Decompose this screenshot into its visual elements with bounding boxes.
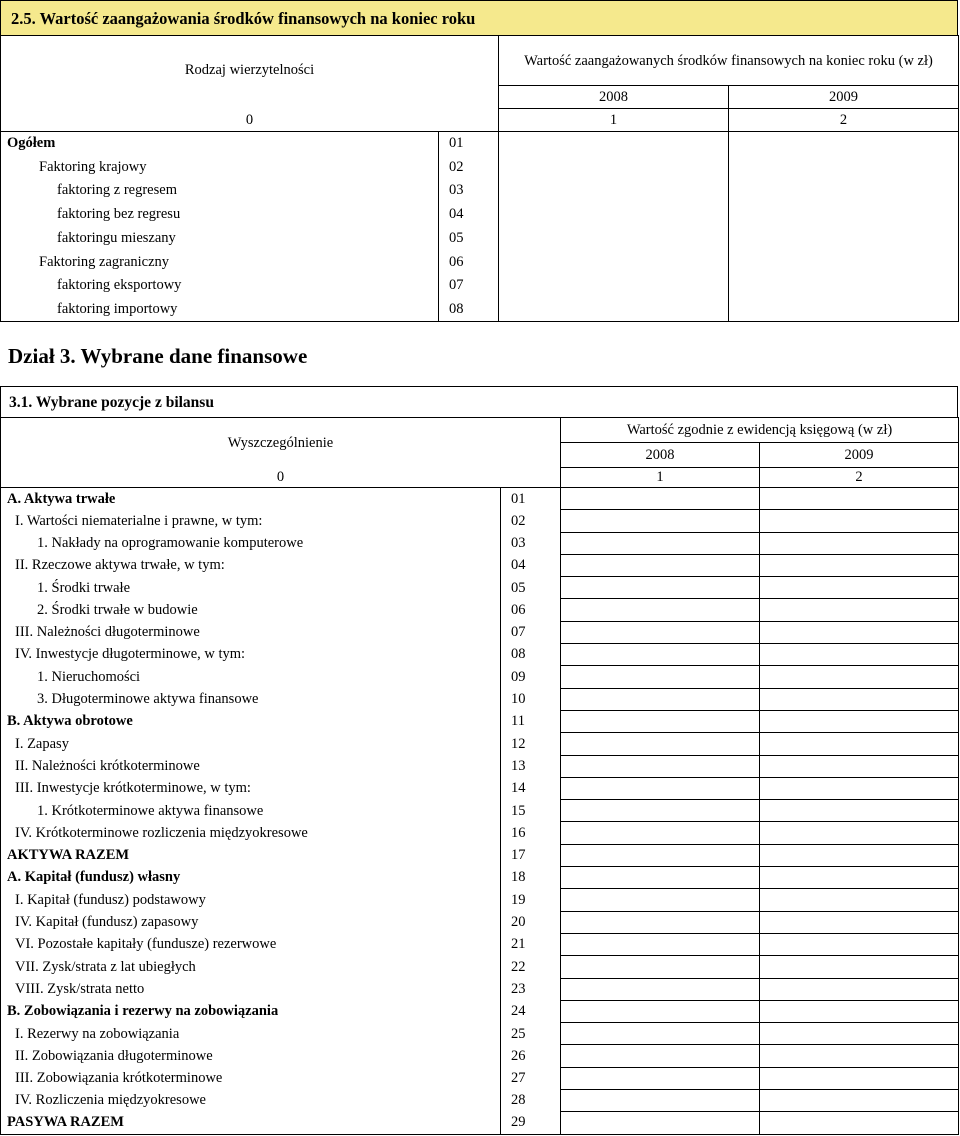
value-cell-2008[interactable]: [561, 510, 760, 532]
value-cell-2009[interactable]: [760, 554, 959, 576]
value-cell-2008[interactable]: [561, 1067, 760, 1089]
value-cell-2008[interactable]: [561, 777, 760, 799]
row-code: 13: [501, 755, 561, 777]
row-label: faktoring eksportowy: [1, 274, 439, 298]
row-label: faktoring bez regresu: [1, 203, 439, 227]
row-label: II. Zobowiązania długoterminowe: [1, 1045, 501, 1067]
table-row: [1, 800, 959, 822]
subsection-title: 3.1. Wybrane pozycje z bilansu: [9, 394, 214, 411]
row-label: AKTYWA RAZEM: [1, 844, 501, 866]
value-cell-2008[interactable]: [499, 250, 729, 274]
row-code: 10: [501, 688, 561, 710]
table-row: [1, 844, 959, 866]
value-cell-2008[interactable]: [561, 867, 760, 889]
table-row: [1, 226, 959, 250]
table-row: [1, 978, 959, 1000]
value-cell-2009[interactable]: [760, 867, 959, 889]
table-row: [1, 956, 959, 978]
row-label: IV. Kapitał (fundusz) zapasowy: [1, 911, 501, 933]
value-cell-2009[interactable]: [760, 1090, 959, 1112]
table-row: [1, 621, 959, 643]
value-cell-2009[interactable]: [760, 777, 959, 799]
table-row: [1, 532, 959, 554]
value-cell-2009[interactable]: [760, 666, 959, 688]
value-cell-2009[interactable]: [729, 226, 959, 250]
row-label: I. Kapitał (fundusz) podstawowy: [1, 889, 501, 911]
value-cell-2009[interactable]: [760, 577, 959, 599]
row-code: 08: [501, 644, 561, 666]
row-label: 1. Krótkoterminowe aktywa finansowe: [1, 800, 501, 822]
row-label: faktoring z regresem: [1, 179, 439, 203]
row-label: Faktoring krajowy: [1, 155, 439, 179]
row-code: 02: [501, 510, 561, 532]
column-header-left: Rodzaj wierzytelności: [1, 36, 499, 86]
row-code: 14: [501, 777, 561, 799]
row-code: 20: [501, 911, 561, 933]
value-cell-2008[interactable]: [561, 532, 760, 554]
row-label: IV. Rozliczenia międzyokresowe: [1, 1090, 501, 1112]
value-cell-2008[interactable]: [561, 933, 760, 955]
value-cell-2009[interactable]: [729, 297, 959, 321]
row-label: faktoring importowy: [1, 297, 439, 321]
row-label: 2. Środki trwałe w budowie: [1, 599, 501, 621]
value-cell-2008[interactable]: [561, 956, 760, 978]
year-header: 2008: [561, 443, 760, 468]
row-code: 12: [501, 733, 561, 755]
value-cell-2008[interactable]: [561, 644, 760, 666]
value-cell-2009[interactable]: [760, 532, 959, 554]
row-code: 24: [501, 1000, 561, 1022]
value-cell-2009[interactable]: [760, 510, 959, 532]
row-label: III. Zobowiązania krótkoterminowe: [1, 1067, 501, 1089]
row-label: I. Zapasy: [1, 733, 501, 755]
part-title: Dział 3. Wybrane dane finansowe: [8, 344, 308, 368]
row-code: 28: [501, 1090, 561, 1112]
value-cell-2008[interactable]: [561, 710, 760, 732]
row-code: 01: [439, 132, 499, 156]
value-cell-2008[interactable]: [561, 755, 760, 777]
value-cell-2009[interactable]: [760, 800, 959, 822]
row-label: IV. Inwestycje długoterminowe, w tym:: [1, 644, 501, 666]
row-code: 23: [501, 978, 561, 1000]
row-label: 1. Środki trwałe: [1, 577, 501, 599]
row-label: 1. Nieruchomości: [1, 666, 501, 688]
table-row: [1, 488, 959, 510]
table-row: [1, 274, 959, 298]
row-code: 07: [501, 621, 561, 643]
row-label: 3. Długoterminowe aktywa finansowe: [1, 688, 501, 710]
value-cell-2009[interactable]: [760, 911, 959, 933]
row-code: 27: [501, 1067, 561, 1089]
value-cell-2008[interactable]: [499, 203, 729, 227]
row-code: 04: [501, 554, 561, 576]
row-code: 05: [439, 226, 499, 250]
value-cell-2009[interactable]: [729, 250, 959, 274]
row-label: B. Zobowiązania i rezerwy na zobowiązania: [1, 1000, 501, 1022]
row-code: 06: [501, 599, 561, 621]
row-label: III. Inwestycje krótkoterminowe, w tym:: [1, 777, 501, 799]
table-row: [1, 297, 959, 321]
value-cell-2009[interactable]: [760, 1045, 959, 1067]
value-cell-2009[interactable]: [760, 889, 959, 911]
value-cell-2008[interactable]: [561, 1112, 760, 1134]
table-row: [1, 1112, 959, 1134]
value-cell-2009[interactable]: [760, 733, 959, 755]
column-number: 1: [499, 109, 729, 132]
row-code: 17: [501, 844, 561, 866]
row-label: faktoringu mieszany: [1, 226, 439, 250]
column-number: 0: [1, 468, 561, 488]
year-header: 2008: [499, 86, 729, 109]
table-row: [1, 510, 959, 532]
table-row: [1, 666, 959, 688]
value-cell-2008[interactable]: [561, 800, 760, 822]
table-row: [1, 733, 959, 755]
table-row: [1, 644, 959, 666]
row-label: Ogółem: [1, 132, 439, 156]
value-cell-2008[interactable]: [499, 179, 729, 203]
row-code: 19: [501, 889, 561, 911]
table-row: [1, 179, 959, 203]
row-label: B. Aktywa obrotowe: [1, 710, 501, 732]
table-row: [1, 755, 959, 777]
column-header-right: Wartość zgodnie z ewidencją księgową (w zł): [561, 418, 959, 443]
row-label: II. Należności krótkoterminowe: [1, 755, 501, 777]
value-cell-2009[interactable]: [760, 599, 959, 621]
value-cell-2009[interactable]: [760, 644, 959, 666]
section-title: 2.5. Wartość zaangażowania środków finansowych na koniec roku: [11, 9, 476, 28]
value-cell-2009[interactable]: [760, 710, 959, 732]
subsection-title-bar: [0, 386, 958, 418]
value-cell-2008[interactable]: [499, 226, 729, 250]
value-cell-2009[interactable]: [760, 1067, 959, 1089]
value-cell-2008[interactable]: [561, 1023, 760, 1045]
column-number: 0: [1, 109, 499, 132]
value-cell-2009[interactable]: [760, 688, 959, 710]
value-cell-2008[interactable]: [561, 1000, 760, 1022]
value-cell-2009[interactable]: [729, 155, 959, 179]
value-cell-2008[interactable]: [561, 554, 760, 576]
table-row: [1, 1090, 959, 1112]
table-row: [1, 777, 959, 799]
table-row: [1, 554, 959, 576]
year-header: 2009: [760, 443, 959, 468]
row-code: 03: [439, 179, 499, 203]
value-cell-2008[interactable]: [561, 488, 760, 510]
table-row: [1, 1000, 959, 1022]
table-row: [1, 1067, 959, 1089]
table-row: [1, 250, 959, 274]
table-row: [1, 867, 959, 889]
row-code: 09: [501, 666, 561, 688]
table-row: [1, 203, 959, 227]
value-cell-2008[interactable]: [561, 844, 760, 866]
value-cell-2009[interactable]: [760, 755, 959, 777]
value-cell-2009[interactable]: [729, 203, 959, 227]
value-cell-2009[interactable]: [729, 179, 959, 203]
table-row: [1, 1023, 959, 1045]
value-cell-2008[interactable]: [561, 688, 760, 710]
value-cell-2008[interactable]: [561, 599, 760, 621]
row-label: VII. Zysk/strata z lat ubiegłych: [1, 956, 501, 978]
row-label: A. Aktywa trwałe: [1, 488, 501, 510]
row-code: 05: [501, 577, 561, 599]
value-cell-2008[interactable]: [561, 978, 760, 1000]
row-label: A. Kapitał (fundusz) własny: [1, 867, 501, 889]
value-cell-2009[interactable]: [760, 621, 959, 643]
table-row: [1, 911, 959, 933]
balance-table: [0, 417, 959, 1135]
value-cell-2008[interactable]: [499, 297, 729, 321]
value-cell-2009[interactable]: [760, 1000, 959, 1022]
value-cell-2008[interactable]: [561, 1090, 760, 1112]
row-label: I. Wartości niematerialne i prawne, w tym:: [1, 510, 501, 532]
row-code: 02: [439, 155, 499, 179]
row-code: 06: [439, 250, 499, 274]
column-header-left: Wyszczególnienie: [1, 418, 561, 468]
value-cell-2008[interactable]: [561, 1045, 760, 1067]
value-cell-2009[interactable]: [760, 956, 959, 978]
row-code: 15: [501, 800, 561, 822]
value-cell-2009[interactable]: [760, 822, 959, 844]
row-label: I. Rezerwy na zobowiązania: [1, 1023, 501, 1045]
table-row: [1, 155, 959, 179]
row-label: IV. Krótkoterminowe rozliczenia międzyokresowe: [1, 822, 501, 844]
table-row: [1, 822, 959, 844]
row-code: 01: [501, 488, 561, 510]
value-cell-2008[interactable]: [561, 822, 760, 844]
value-cell-2009[interactable]: [760, 488, 959, 510]
column-number: 1: [561, 468, 760, 488]
value-cell-2009[interactable]: [760, 1112, 959, 1134]
table-row: [1, 688, 959, 710]
section-title-bar: [0, 0, 958, 36]
table-row: [1, 577, 959, 599]
row-label: VIII. Zysk/strata netto: [1, 978, 501, 1000]
row-code: 08: [439, 297, 499, 321]
row-label: PASYWA RAZEM: [1, 1112, 501, 1134]
value-cell-2009[interactable]: [729, 132, 959, 156]
row-label: VI. Pozostałe kapitały (fundusze) rezerwowe: [1, 933, 501, 955]
row-code: 22: [501, 956, 561, 978]
row-code: 07: [439, 274, 499, 298]
table-row: [1, 710, 959, 732]
value-cell-2008[interactable]: [561, 889, 760, 911]
column-number: 2: [729, 109, 959, 132]
column-number: 2: [760, 468, 959, 488]
row-label: III. Należności długoterminowe: [1, 621, 501, 643]
row-label: II. Rzeczowe aktywa trwałe, w tym:: [1, 554, 501, 576]
table-row: [1, 933, 959, 955]
value-cell-2008[interactable]: [561, 911, 760, 933]
value-cell-2008[interactable]: [561, 666, 760, 688]
row-code: 11: [501, 710, 561, 732]
value-cell-2008[interactable]: [499, 132, 729, 156]
value-cell-2009[interactable]: [760, 1023, 959, 1045]
row-code: 29: [501, 1112, 561, 1134]
row-code: 04: [439, 203, 499, 227]
row-code: 16: [501, 822, 561, 844]
value-cell-2009[interactable]: [760, 933, 959, 955]
value-cell-2008[interactable]: [499, 274, 729, 298]
table-row: [1, 599, 959, 621]
row-label: 1. Nakłady na oprogramowanie komputerowe: [1, 532, 501, 554]
value-cell-2008[interactable]: [561, 621, 760, 643]
row-code: 26: [501, 1045, 561, 1067]
value-cell-2008[interactable]: [499, 155, 729, 179]
row-label: Faktoring zagraniczny: [1, 250, 439, 274]
year-header: 2009: [729, 86, 959, 109]
table-row: [1, 1045, 959, 1067]
engagement-table: [0, 35, 959, 322]
row-code: 21: [501, 933, 561, 955]
table-row: [1, 889, 959, 911]
value-cell-2008[interactable]: [561, 733, 760, 755]
value-cell-2009[interactable]: [760, 978, 959, 1000]
column-header-right: Wartość zaangażowanych środków finansowych na koniec roku (w zł): [499, 36, 959, 86]
row-code: 18: [501, 867, 561, 889]
table-row: [1, 132, 959, 156]
value-cell-2008[interactable]: [561, 577, 760, 599]
row-code: 25: [501, 1023, 561, 1045]
value-cell-2009[interactable]: [729, 274, 959, 298]
row-code: 03: [501, 532, 561, 554]
value-cell-2009[interactable]: [760, 844, 959, 866]
